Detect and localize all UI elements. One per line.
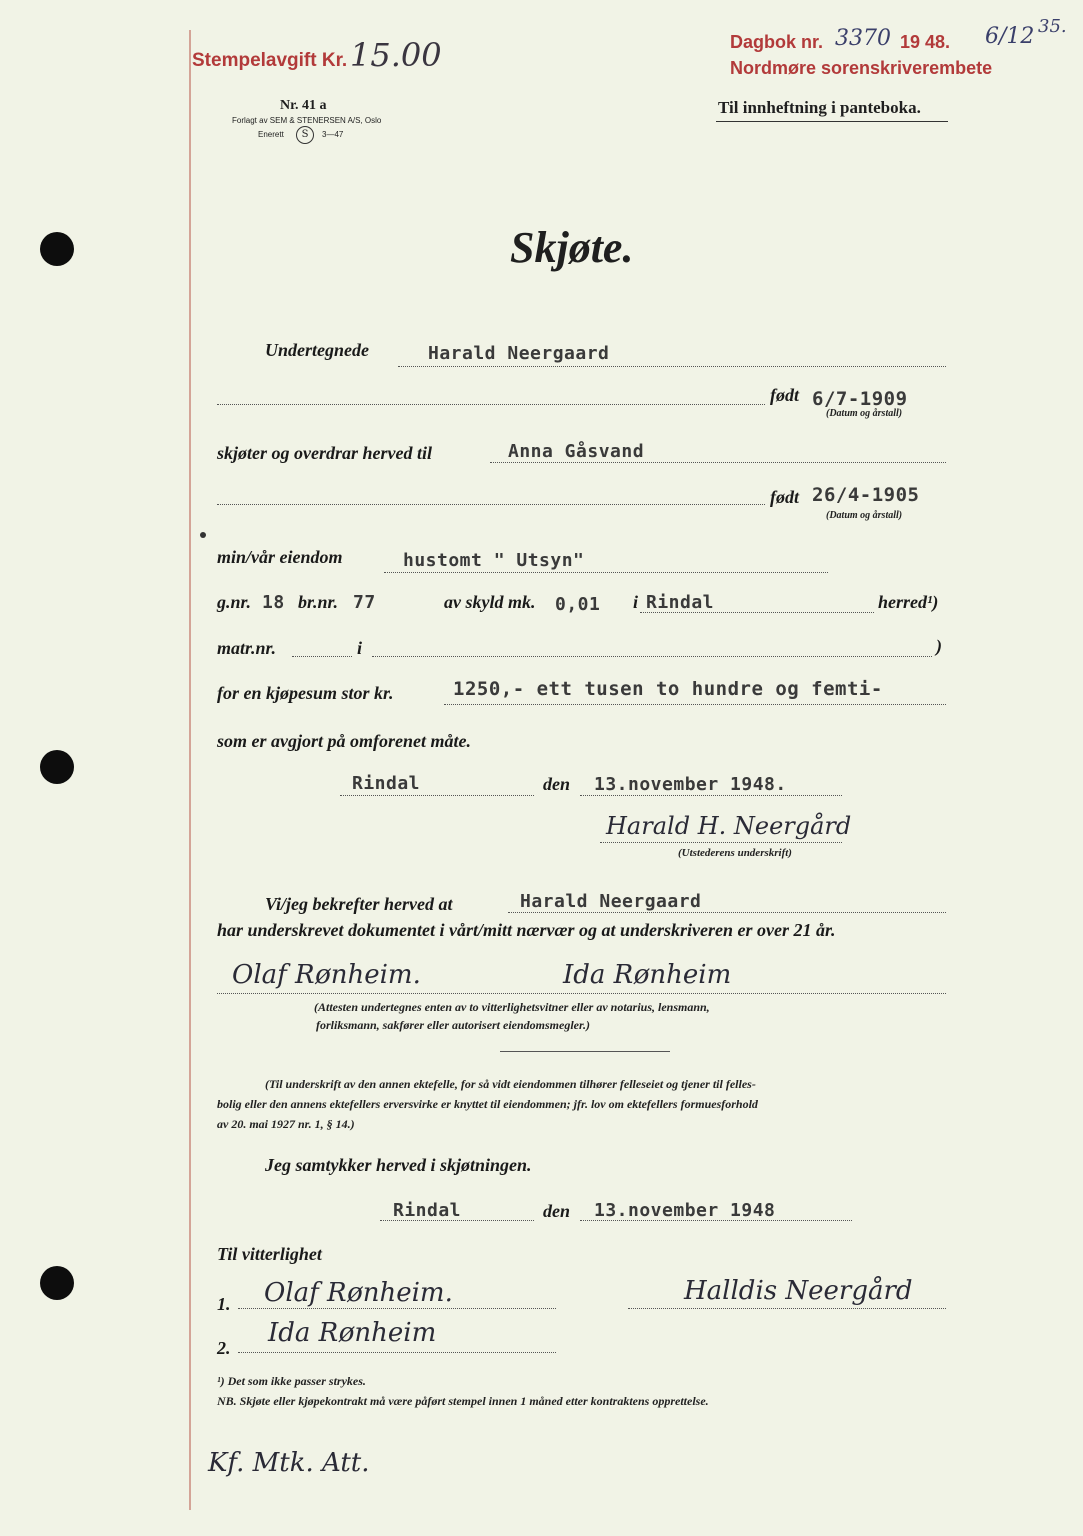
skyld-label: av skyld mk. bbox=[444, 592, 536, 612]
bnr-value: 77 bbox=[353, 592, 376, 613]
property-name: hustomt " Utsyn" bbox=[403, 550, 585, 571]
filing-note: Til innheftning i panteboka. bbox=[718, 98, 921, 117]
attest-line2: har underskrevet dokumentet i vårt/mitt nærvær og at underskriveren er over 21 år. bbox=[217, 920, 836, 940]
attest-label: Vi/jeg bekrefter herved at bbox=[265, 894, 453, 914]
dotted-line bbox=[628, 1308, 946, 1309]
stamp-fee-label: Stempelavgift Kr. bbox=[192, 50, 348, 71]
price-amount: 1250,- ett tusen to hundre og femti- bbox=[453, 678, 883, 700]
witness-number-2: 2. bbox=[217, 1338, 231, 1358]
price-settled: som er avgjort på omforenet måte. bbox=[217, 731, 471, 751]
witness2-signature: Ida Rønheim bbox=[268, 1318, 437, 1348]
dotted-line bbox=[372, 656, 932, 657]
attest-note-1: (Attesten undertegnes enten av to vitterlighetsvitner eller av notarius, lensmann, bbox=[314, 1000, 710, 1014]
publisher-line: Forlagt av SEM & STENERSEN A/S, Oslo bbox=[232, 116, 382, 125]
attest-witness2-signature: Ida Rønheim bbox=[563, 960, 732, 990]
seller-born-label: født bbox=[770, 385, 799, 405]
dotted-line bbox=[444, 704, 946, 705]
office-name: Nordmøre sorenskriverembete bbox=[730, 58, 993, 78]
publisher-enerett: Enerett bbox=[258, 130, 284, 139]
dotted-line bbox=[640, 612, 874, 613]
red-margin-line bbox=[189, 30, 191, 1510]
dagbok-extra: 6/12 bbox=[985, 24, 1035, 49]
issuer-signature-caption: (Utstederens underskrift) bbox=[678, 847, 792, 859]
dagbok-label: Dagbok nr. bbox=[730, 32, 824, 52]
municipality: Rindal bbox=[646, 592, 715, 613]
spouse-signature: Halldis Neergård bbox=[684, 1276, 913, 1306]
buyer-born-label: født bbox=[770, 487, 799, 507]
dotted-line bbox=[384, 572, 828, 573]
bnr-label: br.nr. bbox=[298, 592, 339, 612]
gnr-value: 18 bbox=[262, 592, 285, 613]
witness1-signature: Olaf Rønheim. bbox=[264, 1278, 453, 1308]
signing-date: 13.november 1948. bbox=[594, 774, 787, 795]
spouse-note-2: bolig eller den annens ektefellers erversvirke er knyttet til eiendommen; jfr. lov om ektefellers formuesforhold bbox=[217, 1097, 758, 1111]
seller-name: Harald Neergaard bbox=[428, 343, 610, 364]
bottom-note: Kf. Mtk. Att. bbox=[208, 1448, 370, 1478]
dotted-line bbox=[292, 656, 352, 657]
punch-hole bbox=[40, 1266, 74, 1300]
attest-name: Harald Neergaard bbox=[520, 891, 702, 912]
witness-number-1: 1. bbox=[217, 1294, 231, 1314]
signing-place: Rindal bbox=[352, 773, 421, 794]
matr-close: ) bbox=[936, 636, 942, 656]
spouse-note-1: (Til underskrift av den annen ektefelle, for så vidt eiendommen tilhører felleseiet og tjener til felles- bbox=[265, 1077, 756, 1091]
publisher-logo: S bbox=[296, 126, 314, 144]
dotted-line bbox=[238, 1308, 556, 1309]
dotted-line bbox=[217, 404, 765, 405]
matr-in-label: i bbox=[357, 638, 363, 658]
dotted-line bbox=[398, 366, 946, 367]
dotted-line bbox=[580, 1220, 852, 1221]
gnr-label: g.nr. bbox=[217, 592, 252, 612]
price-label: for en kjøpesum stor kr. bbox=[217, 683, 394, 703]
buyer-date-hint: (Datum og årstall) bbox=[826, 510, 903, 521]
publisher-date: 3—47 bbox=[322, 130, 344, 139]
dotted-line bbox=[238, 1352, 556, 1353]
dotted-line bbox=[490, 462, 946, 463]
footnote-nb: NB. Skjøte eller kjøpekontrakt må være påført stempel innen 1 måned etter kontraktens opprettelse. bbox=[217, 1394, 709, 1408]
seller-date-hint: (Datum og årstall) bbox=[826, 408, 903, 419]
dotted-line bbox=[508, 912, 946, 913]
signing-den: den bbox=[543, 774, 570, 794]
dotted-line bbox=[217, 504, 765, 505]
attest-witness1-signature: Olaf Rønheim. bbox=[232, 960, 421, 990]
dotted-line bbox=[600, 842, 842, 843]
attest-note-2: forliksmann, sakfører eller autorisert eiendomsmegler.) bbox=[316, 1018, 591, 1032]
filing-note-underline bbox=[716, 121, 948, 122]
seller-label: Undertegnede bbox=[265, 340, 369, 360]
seller-born-date: 6/7-1909 bbox=[812, 388, 908, 410]
consent-date: 13.november 1948 bbox=[594, 1200, 776, 1221]
buyer-born-date: 26/4-1905 bbox=[812, 484, 920, 506]
form-number: Nr. 41 a bbox=[280, 98, 327, 113]
skyld-value: 0,01 bbox=[555, 594, 601, 615]
consent-place: Rindal bbox=[393, 1200, 462, 1221]
buyer-label: skjøter og overdrar herved til bbox=[217, 443, 432, 463]
matr-label: matr.nr. bbox=[217, 638, 277, 658]
buyer-name: Anna Gåsvand bbox=[508, 441, 645, 462]
divider bbox=[500, 1051, 670, 1052]
dotted-line bbox=[580, 795, 842, 796]
herred-label: herred¹) bbox=[878, 592, 939, 612]
issuer-signature: Harald H. Neergård bbox=[606, 812, 852, 840]
dotted-line bbox=[217, 993, 946, 994]
witnesses-label: Til vitterlighet bbox=[217, 1244, 322, 1264]
dotted-line bbox=[340, 795, 534, 796]
consent-text: Jeg samtykker herved i skjøtningen. bbox=[265, 1155, 532, 1175]
document-title: Skjøte. bbox=[510, 223, 634, 272]
dagbok-year: 19 48. bbox=[900, 32, 951, 52]
stamp-fee-value: 15.00 bbox=[350, 36, 442, 74]
mark-dot bbox=[200, 532, 206, 538]
consent-den: den bbox=[543, 1201, 570, 1221]
spouse-note-3: av 20. mai 1927 nr. 1, § 14.) bbox=[217, 1117, 355, 1131]
punch-hole bbox=[40, 232, 74, 266]
dotted-line bbox=[380, 1220, 534, 1221]
punch-hole bbox=[40, 750, 74, 784]
footnote-1: ¹) Det som ikke passer strykes. bbox=[217, 1374, 366, 1388]
dagbok-number: 3370 bbox=[835, 26, 891, 51]
property-label: min/vår eiendom bbox=[217, 547, 343, 567]
property-in-label: i bbox=[633, 592, 639, 612]
page-number: 35. bbox=[1038, 16, 1067, 37]
